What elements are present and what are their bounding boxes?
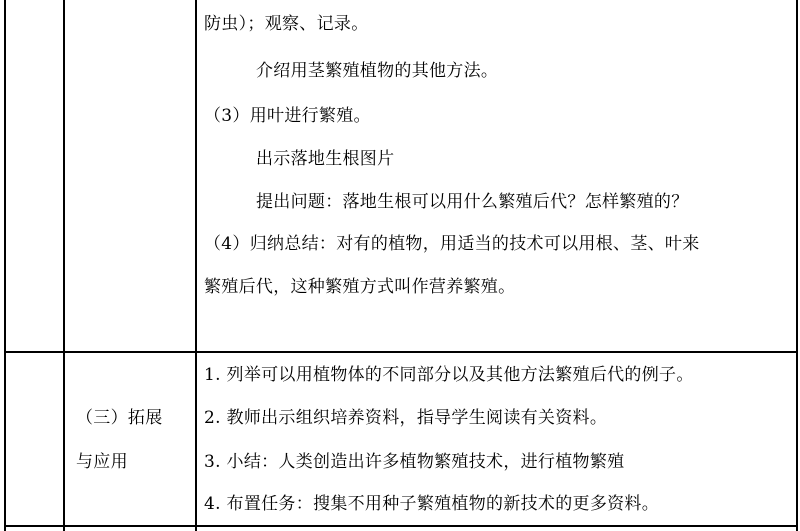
content-line: 繁殖后代，这种繁殖方式叫作营养繁殖。	[204, 277, 516, 297]
column-divider-2	[195, 0, 197, 531]
activity-item: 3. 小结：人类创造出许多植物繁殖技术，进行植物繁殖	[204, 452, 625, 472]
content-line: 防虫）；观察、记录。	[204, 14, 369, 34]
table-border-bottom	[4, 525, 798, 527]
table-border-right	[796, 0, 798, 531]
content-line: （3）用叶进行繁殖。	[204, 106, 371, 126]
row-divider	[4, 351, 798, 353]
column-divider-1	[63, 0, 65, 531]
activity-item: 2. 教师出示组织培养资料，指导学生阅读有关资料。	[204, 408, 608, 428]
stage-title-line2: 与应用	[76, 452, 128, 472]
content-line: 介绍用茎繁殖植物的其他方法。	[256, 61, 499, 81]
activity-item: 1. 列举可以用植物体的不同部分以及其他方法繁殖后代的例子。	[204, 365, 694, 385]
content-line: 提出问题：落地生根可以用什么繁殖后代？怎样繁殖的？	[256, 192, 689, 212]
activity-item: 4. 布置任务：搜集不用种子繁殖植物的新技术的更多资料。	[204, 494, 660, 514]
table-border-left	[4, 0, 6, 531]
stage-title-line1: （三）拓展	[76, 408, 163, 428]
content-line: 出示落地生根图片	[256, 149, 395, 169]
content-line: （4）归纳总结：对有的植物，用适当的技术可以用根、茎、叶来	[204, 234, 700, 254]
